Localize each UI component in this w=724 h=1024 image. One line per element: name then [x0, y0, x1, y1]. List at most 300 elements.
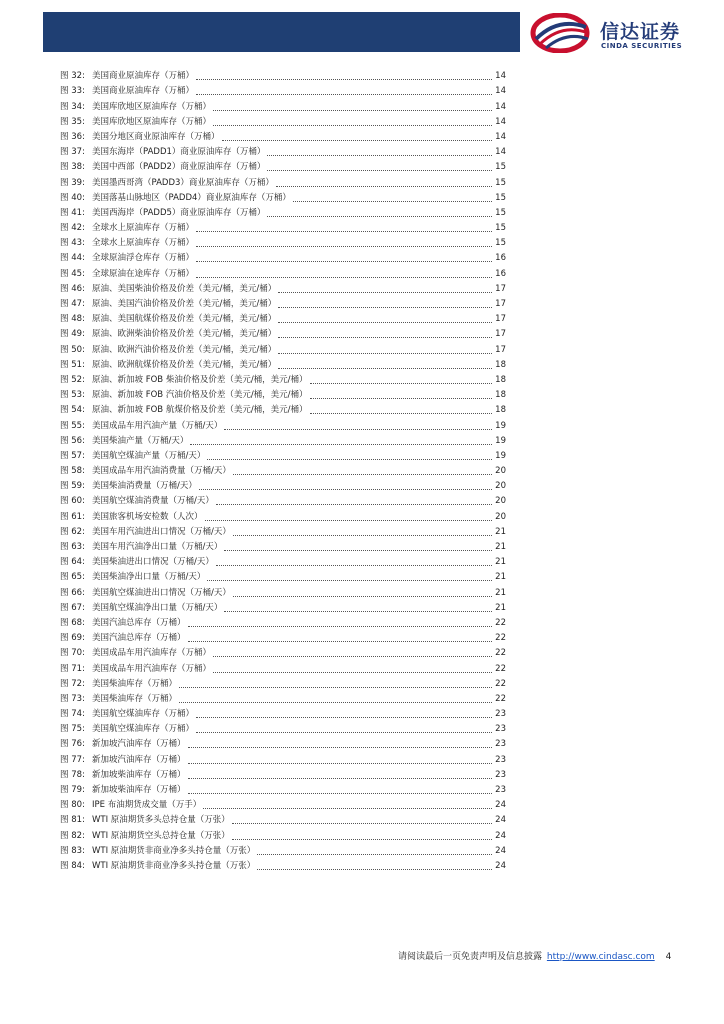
- page-ref: 21: [495, 602, 506, 613]
- figure-title: 原油、美国汽油价格及价差（美元/桶，美元/桶）: [92, 299, 277, 309]
- figure-number: 图 84:: [60, 860, 85, 871]
- figure-title: 美国商业原油库存（万桶）: [92, 86, 195, 97]
- figure-title: 新加坡汽油库存（万桶）: [92, 739, 186, 750]
- toc-entry[interactable]: [60, 553, 506, 568]
- page-ref: 17: [495, 344, 506, 355]
- toc-entry[interactable]: [60, 280, 506, 295]
- figure-title: 美国汽油总库存（万桶）: [92, 633, 186, 644]
- dot-leader: [188, 625, 492, 627]
- page-ref: 22: [495, 663, 506, 674]
- figure-title: WTI 原油期货多头总持仓量（万张）: [92, 815, 230, 826]
- page-ref: 14: [495, 147, 506, 158]
- figure-title: 美国柴油净出口量（万桶/天）: [92, 572, 206, 583]
- page-ref: 19: [495, 435, 506, 446]
- page-ref: 17: [495, 314, 506, 325]
- dot-leader: [199, 488, 492, 490]
- toc-entry-label: [60, 603, 222, 614]
- page-ref: 22: [495, 648, 506, 659]
- figure-title: 美国东海岸（PADD1）商业原油库存（万桶）: [92, 147, 266, 158]
- page-ref: 22: [495, 678, 506, 689]
- toc-entry-label: [60, 861, 255, 872]
- figure-title: 全球原油在途库存（万桶）: [92, 268, 195, 279]
- toc-entry[interactable]: [60, 842, 506, 857]
- figure-title: 美国成品车用汽油产量（万桶/天）: [92, 420, 223, 431]
- page-ref: 24: [495, 845, 506, 856]
- figure-number: 图 66:: [60, 587, 85, 598]
- toc-entry-label: [60, 71, 194, 82]
- toc-entry[interactable]: [60, 128, 506, 143]
- toc-entry[interactable]: [60, 766, 506, 781]
- toc-entry-label: [60, 633, 186, 644]
- figure-title: 新加坡汽油库存（万桶）: [92, 754, 186, 765]
- dot-leader: [293, 200, 492, 202]
- toc-entry-label: [60, 542, 222, 553]
- figure-title: 美国柴油产量（万桶/天）: [92, 435, 189, 446]
- toc-entry[interactable]: [60, 796, 506, 811]
- cinda-logo-icon: [530, 13, 594, 53]
- dot-leader: [205, 519, 492, 521]
- toc-entry-label: [60, 117, 211, 128]
- toc-entry-label: [60, 815, 230, 826]
- toc-entry[interactable]: [60, 264, 506, 279]
- dot-leader: [310, 412, 492, 414]
- dot-leader: [278, 352, 492, 354]
- figure-title: 美国成品车用汽油消费量（万桶/天）: [92, 466, 231, 477]
- toc-entry[interactable]: [60, 826, 506, 841]
- page-ref: 21: [495, 526, 506, 537]
- page-ref: 24: [495, 830, 506, 841]
- page-ref: 24: [495, 860, 506, 871]
- toc-entry[interactable]: [60, 371, 506, 386]
- dot-leader: [179, 701, 492, 703]
- figure-number: 图 63:: [60, 542, 85, 552]
- toc-entry-label: [60, 405, 308, 416]
- toc-entry-label: [60, 329, 276, 340]
- figure-title: 美国分地区商业原油库存（万桶）: [92, 131, 220, 142]
- figure-number: 图 53:: [60, 390, 85, 401]
- toc-entry-label: [60, 178, 274, 189]
- page-ref: 23: [495, 785, 506, 795]
- page-ref: 21: [495, 557, 506, 568]
- toc-entry[interactable]: [60, 67, 506, 82]
- figure-title: 美国航空煤油消费量（万桶/天）: [92, 496, 214, 507]
- toc-entry[interactable]: [60, 705, 506, 720]
- toc-entry[interactable]: [60, 189, 506, 204]
- toc-entry-label: [60, 451, 205, 462]
- figure-number: 图 43:: [60, 238, 85, 249]
- dot-leader: [196, 731, 492, 733]
- figure-number: 图 74:: [60, 709, 85, 720]
- toc-entry-label: [60, 299, 276, 310]
- toc-entry[interactable]: [60, 720, 506, 735]
- page-ref: 17: [495, 329, 506, 340]
- page-ref: 16: [495, 268, 506, 279]
- figure-number: 图 54:: [60, 405, 85, 416]
- figure-title: 美国航空煤油库存（万桶）: [92, 709, 195, 720]
- toc-entry-label: [60, 557, 214, 568]
- dot-leader: [222, 139, 492, 141]
- dot-leader: [233, 595, 492, 597]
- dot-leader: [310, 382, 492, 384]
- figure-number: 图 35:: [60, 116, 85, 127]
- toc-entry[interactable]: [60, 310, 506, 325]
- dot-leader: [213, 124, 492, 126]
- toc-entry[interactable]: [60, 538, 506, 553]
- toc-entry-label: [60, 253, 194, 264]
- toc-entry-label: [60, 238, 194, 249]
- toc-entry[interactable]: [60, 447, 506, 462]
- figure-title: 美国中西部（PADD2）商业原油库存（万桶）: [92, 162, 266, 173]
- header-bar: [43, 12, 520, 52]
- dot-leader: [224, 610, 492, 612]
- figure-title: 原油、欧洲汽油价格及价差（美元/桶，美元/桶）: [92, 344, 277, 355]
- figure-number: 图 37:: [60, 147, 85, 158]
- toc-entry[interactable]: [60, 629, 506, 644]
- figure-number: 图 46:: [60, 283, 85, 294]
- toc-entry[interactable]: [60, 492, 506, 507]
- figure-title: 美国库欣地区原油库存（万桶）: [92, 101, 212, 112]
- brand-name-cn: 信达证券: [600, 21, 681, 43]
- toc-entry[interactable]: [60, 477, 506, 492]
- toc-entry-label: [60, 527, 231, 538]
- figure-list: [60, 67, 506, 872]
- figure-number: 图 36:: [60, 131, 85, 142]
- figure-title: 原油、新加坡 FOB 柴油价格及价差（美元/桶，美元/桶）: [92, 374, 308, 385]
- dot-leader: [257, 868, 492, 870]
- page-ref: 23: [495, 769, 506, 780]
- figure-number: 图 77:: [60, 754, 85, 765]
- page-ref: 15: [495, 238, 506, 249]
- toc-entry[interactable]: [60, 857, 506, 872]
- toc-entry[interactable]: [60, 599, 506, 614]
- figure-title: 全球水上原油库存（万桶）: [92, 238, 195, 249]
- footer: [398, 949, 671, 962]
- dot-leader: [232, 822, 492, 824]
- toc-entry[interactable]: [60, 219, 506, 234]
- figure-number: 图 61:: [60, 511, 85, 522]
- figure-number: 图 70:: [60, 648, 85, 659]
- figure-title: 美国航空煤油进出口情况（万桶/天）: [92, 587, 231, 598]
- figure-number: 图 57:: [60, 450, 85, 461]
- page-ref: 14: [495, 101, 506, 112]
- toc-entry[interactable]: [60, 735, 506, 750]
- figure-number: 图 40:: [60, 192, 85, 203]
- dot-leader: [179, 686, 492, 688]
- figure-number: 图 67:: [60, 602, 85, 613]
- toc-entry[interactable]: [60, 675, 506, 690]
- toc-entry[interactable]: [60, 401, 506, 416]
- figure-title: 原油、新加坡 FOB 汽油价格及价差（美元/桶，美元/桶）: [92, 390, 308, 401]
- toc-entry-label: [60, 664, 211, 675]
- figure-title: 全球水上原油库存（万桶）: [92, 223, 195, 234]
- page-ref: 21: [495, 542, 506, 552]
- dot-leader: [188, 640, 492, 642]
- dot-leader: [196, 230, 492, 232]
- page-ref: 23: [495, 724, 506, 735]
- figure-title: WTI 原油期货非商业净多头持仓量（万张）: [92, 860, 256, 871]
- toc-entry-label: [60, 208, 265, 219]
- figure-title: 美国墨西哥湾（PADD3）商业原油库存（万桶）: [92, 177, 274, 188]
- dot-leader: [196, 78, 492, 80]
- toc-entry-label: [60, 785, 186, 796]
- figure-title: 美国航空煤油库存（万桶）: [92, 724, 195, 735]
- toc-entry[interactable]: [60, 113, 506, 128]
- figure-number: 图 38:: [60, 162, 85, 173]
- toc-entry-label: [60, 694, 177, 705]
- dot-leader: [224, 549, 492, 551]
- figure-number: 图 56:: [60, 435, 85, 446]
- toc-entry[interactable]: [60, 568, 506, 583]
- toc-entry-label: [60, 481, 197, 492]
- figure-title: 美国库欣地区原油库存（万桶）: [92, 116, 212, 127]
- page-ref: 15: [495, 192, 506, 203]
- page-ref: 23: [495, 709, 506, 720]
- figure-number: 图 69:: [60, 633, 85, 644]
- figure-number: 图 55:: [60, 420, 85, 431]
- dot-leader: [196, 276, 492, 278]
- figure-number: 图 82:: [60, 830, 85, 841]
- dot-leader: [278, 367, 492, 369]
- page-ref: 24: [495, 815, 506, 826]
- figure-number: 图 34:: [60, 101, 85, 112]
- toc-entry-label: [60, 223, 194, 234]
- toc-entry[interactable]: [60, 325, 506, 340]
- page-ref: 20: [495, 481, 506, 492]
- toc-entry[interactable]: [60, 659, 506, 674]
- dot-leader: [233, 534, 492, 536]
- figure-title: IPE 布油期货成交量（万手）: [92, 800, 202, 811]
- page-ref: 16: [495, 253, 506, 264]
- toc-entry-label: [60, 132, 220, 143]
- figure-number: 图 51:: [60, 359, 85, 370]
- page-ref: 23: [495, 739, 506, 750]
- dot-leader: [278, 336, 492, 338]
- figure-number: 图 72:: [60, 678, 85, 689]
- figure-title: 原油、美国航煤价格及价差（美元/桶，美元/桶）: [92, 314, 277, 325]
- dot-leader: [278, 291, 492, 293]
- figure-title: 美国成品车用汽油库存（万桶）: [92, 663, 212, 674]
- dot-leader: [203, 807, 492, 809]
- page-ref: 18: [495, 405, 506, 416]
- dot-leader: [188, 762, 492, 764]
- figure-number: 图 44:: [60, 253, 85, 264]
- figure-number: 图 32:: [60, 71, 85, 82]
- figure-number: 图 64:: [60, 557, 85, 568]
- brand-name-en: CINDA SECURITIES: [601, 42, 683, 50]
- toc-entry[interactable]: [60, 690, 506, 705]
- toc-entry[interactable]: [60, 644, 506, 659]
- figure-number: 图 58:: [60, 466, 85, 477]
- toc-entry-label: [60, 193, 291, 204]
- toc-entry-label: [60, 831, 230, 842]
- dot-leader: [196, 245, 492, 247]
- figure-title: 原油、欧洲柴油价格及价差（美元/桶，美元/桶）: [92, 329, 277, 340]
- figure-title: 美国西海岸（PADD5）商业原油库存（万桶）: [92, 207, 266, 218]
- dot-leader: [188, 792, 492, 794]
- page-ref: 18: [495, 374, 506, 385]
- figure-title: 原油、新加坡 FOB 航煤价格及价差（美元/桶，美元/桶）: [92, 405, 308, 416]
- figure-number: 图 65:: [60, 572, 85, 583]
- toc-entry[interactable]: [60, 97, 506, 112]
- page-ref: 14: [495, 86, 506, 97]
- toc-entry[interactable]: [60, 295, 506, 310]
- dot-leader: [276, 185, 492, 187]
- toc-entry-label: [60, 618, 186, 629]
- figure-title: 原油、欧洲航煤价格及价差（美元/桶，美元/桶）: [92, 359, 277, 370]
- dot-leader: [188, 746, 492, 748]
- page-ref: 24: [495, 800, 506, 811]
- figure-number: 图 79:: [60, 785, 85, 795]
- toc-entry-label: [60, 269, 194, 280]
- toc-entry-label: [60, 770, 186, 781]
- toc-entry[interactable]: [60, 416, 506, 431]
- figure-number: 图 71:: [60, 663, 85, 674]
- figure-title: 美国柴油进出口情况（万桶/天）: [92, 557, 214, 568]
- dot-leader: [257, 853, 492, 855]
- page-ref: 22: [495, 617, 506, 628]
- figure-number: 图 80:: [60, 800, 85, 811]
- figure-number: 图 78:: [60, 769, 85, 780]
- figure-number: 图 52:: [60, 374, 85, 385]
- figure-title: 美国柴油库存（万桶）: [92, 678, 178, 689]
- figure-title: 美国落基山脉地区（PADD4）商业原油库存（万桶）: [92, 192, 291, 203]
- toc-entry-label: [60, 846, 255, 857]
- figure-number: 图 75:: [60, 724, 85, 735]
- toc-entry[interactable]: [60, 583, 506, 598]
- page-ref: 18: [495, 390, 506, 401]
- toc-entry[interactable]: [60, 432, 506, 447]
- figure-number: 图 68:: [60, 617, 85, 628]
- figure-title: WTI 原油期货空头总持仓量（万张）: [92, 830, 230, 841]
- toc-entry[interactable]: [60, 249, 506, 264]
- figure-number: 图 73:: [60, 693, 85, 704]
- figure-title: 美国车用汽油进出口情况（万桶/天）: [92, 526, 231, 537]
- figure-number: 图 60:: [60, 496, 85, 507]
- toc-entry-label: [60, 345, 276, 356]
- page-ref: 15: [495, 207, 506, 218]
- toc-entry[interactable]: [60, 386, 506, 401]
- dot-leader: [278, 306, 492, 308]
- toc-entry[interactable]: [60, 356, 506, 371]
- toc-entry-label: [60, 466, 231, 477]
- toc-entry-label: [60, 800, 201, 811]
- page-ref: 17: [495, 299, 506, 309]
- dot-leader: [196, 260, 492, 262]
- toc-entry-label: [60, 86, 194, 97]
- figure-number: 图 42:: [60, 223, 85, 234]
- cinda-logo: [530, 13, 720, 53]
- toc-entry-label: [60, 572, 205, 583]
- figure-title: 美国车用汽油净出口量（万桶/天）: [92, 542, 223, 552]
- page-ref: 14: [495, 116, 506, 127]
- figure-number: 图 47:: [60, 299, 85, 309]
- figure-title: WTI 原油期货非商业净多头持仓量（万张）: [92, 845, 256, 856]
- toc-entry[interactable]: [60, 781, 506, 796]
- page-ref: 22: [495, 633, 506, 644]
- figure-number: 图 59:: [60, 481, 85, 492]
- toc-entry[interactable]: [60, 507, 506, 522]
- figure-title: 美国商业原油库存（万桶）: [92, 71, 195, 82]
- figure-title: 美国柴油消费量（万桶/天）: [92, 481, 197, 492]
- dot-leader: [267, 154, 492, 156]
- page-ref: 15: [495, 223, 506, 234]
- toc-entry[interactable]: [60, 204, 506, 219]
- dot-leader: [188, 777, 492, 779]
- dot-leader: [213, 655, 492, 657]
- page-ref: 18: [495, 359, 506, 370]
- figure-number: 图 33:: [60, 86, 85, 97]
- dot-leader: [233, 473, 492, 475]
- toc-entry-label: [60, 375, 308, 386]
- figure-title: 全球原油浮仓库存（万桶）: [92, 253, 195, 264]
- dot-leader: [213, 671, 492, 673]
- figure-title: 美国柴油库存（万桶）: [92, 693, 178, 704]
- toc-entry[interactable]: [60, 340, 506, 355]
- dot-leader: [190, 443, 492, 445]
- dot-leader: [232, 838, 492, 840]
- toc-entry-label: [60, 755, 186, 766]
- page-ref: 22: [495, 693, 506, 704]
- page-ref: 19: [495, 450, 506, 461]
- figure-number: 图 76:: [60, 739, 85, 750]
- toc-entry[interactable]: [60, 173, 506, 188]
- dot-leader: [310, 397, 492, 399]
- dot-leader: [216, 564, 492, 566]
- page-ref: 21: [495, 572, 506, 583]
- toc-entry[interactable]: [60, 462, 506, 477]
- dot-leader: [224, 428, 492, 430]
- page-ref: 17: [495, 283, 506, 294]
- figure-number: 图 83:: [60, 845, 85, 856]
- page-ref: 15: [495, 162, 506, 173]
- figure-title: 美国汽油总库存（万桶）: [92, 617, 186, 628]
- figure-title: 美国航空煤油产量（万桶/天）: [92, 450, 206, 461]
- toc-entry[interactable]: [60, 82, 506, 97]
- toc-entry[interactable]: [60, 750, 506, 765]
- toc-entry-label: [60, 436, 188, 447]
- dot-leader: [213, 109, 492, 111]
- toc-entry-label: [60, 284, 276, 295]
- dot-leader: [196, 716, 492, 718]
- toc-entry-label: [60, 102, 211, 113]
- page-ref: 21: [495, 587, 506, 598]
- footer-website-link[interactable]: http://www.cindasc.com: [546, 952, 655, 962]
- toc-entry-label: [60, 512, 203, 523]
- dot-leader: [216, 503, 492, 505]
- toc-entry[interactable]: [60, 523, 506, 538]
- figure-number: 图 48:: [60, 314, 85, 325]
- toc-entry[interactable]: [60, 234, 506, 249]
- figure-number: 图 41:: [60, 207, 85, 218]
- figure-number: 图 81:: [60, 815, 85, 826]
- page-ref: 20: [495, 511, 506, 522]
- page-ref: 20: [495, 496, 506, 507]
- toc-entry[interactable]: [60, 143, 506, 158]
- toc-entry[interactable]: [60, 614, 506, 629]
- toc-entry-label: [60, 496, 214, 507]
- footer-disclaimer: 请阅读最后一页免责声明及信息披露: [398, 952, 543, 962]
- figure-title: 美国旅客机场安检数（人次）: [92, 511, 203, 522]
- figure-title: 原油、美国柴油价格及价差（美元/桶，美元/桶）: [92, 283, 277, 294]
- toc-entry[interactable]: [60, 158, 506, 173]
- page-ref: 23: [495, 754, 506, 765]
- page-ref: 14: [495, 71, 506, 82]
- toc-entry[interactable]: [60, 811, 506, 826]
- figure-title: 新加坡柴油库存（万桶）: [92, 785, 186, 795]
- dot-leader: [207, 458, 492, 460]
- toc-entry-label: [60, 390, 308, 401]
- figure-number: 图 50:: [60, 344, 85, 355]
